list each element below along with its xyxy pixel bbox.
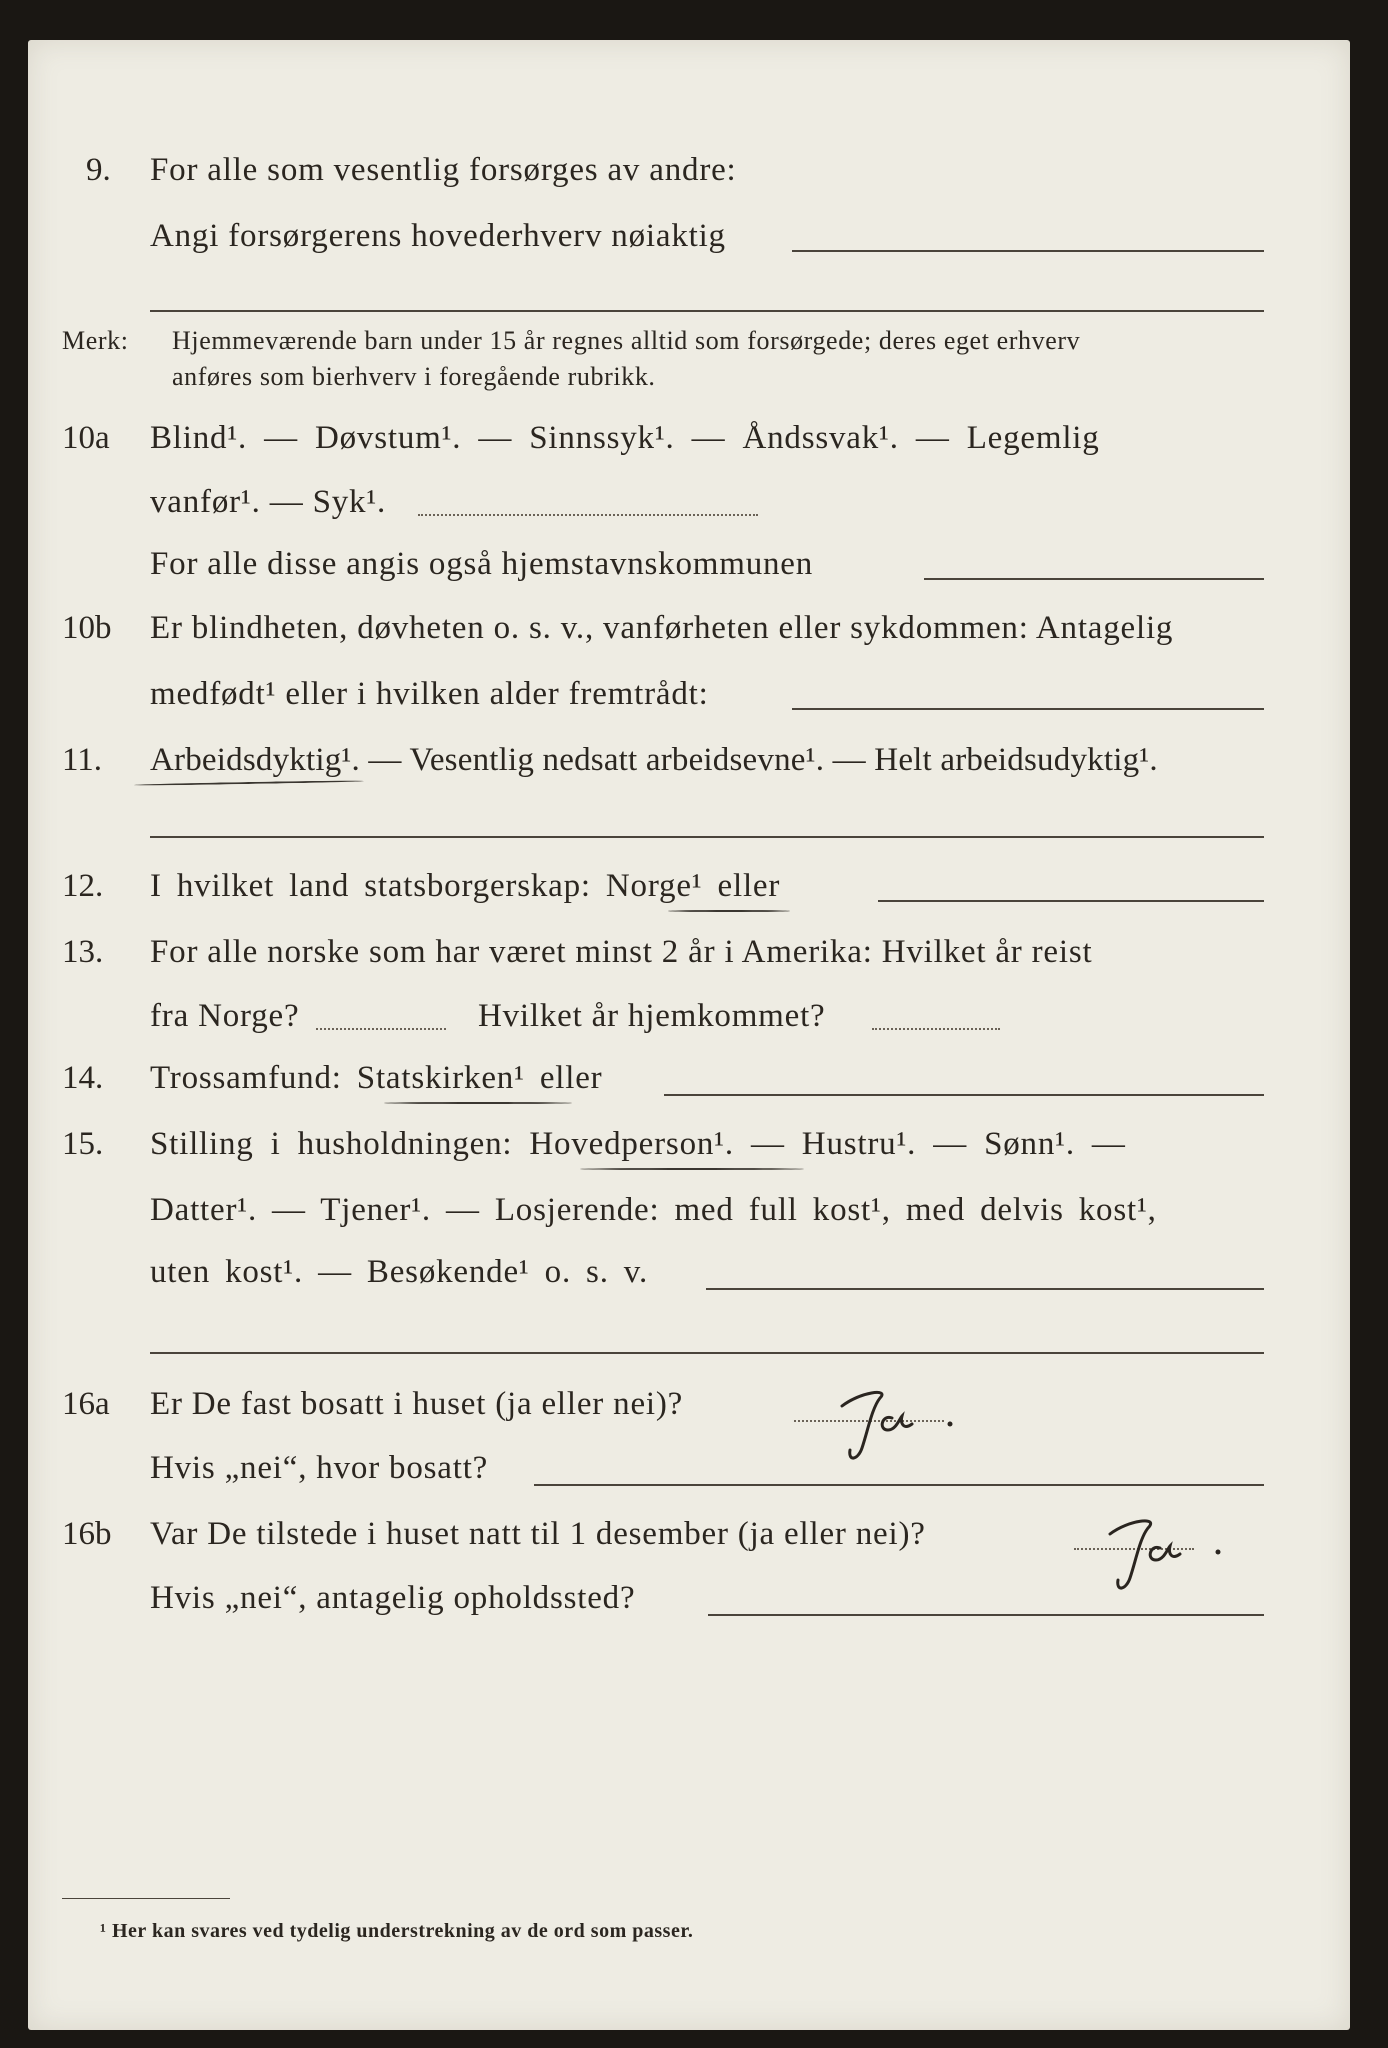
q15-line1: Stilling i husholdningen: Hovedperson¹. — Hustru¹. — Sønn¹. — [150, 1126, 1126, 1162]
q10a-line2: vanfør¹. — Syk¹. [150, 484, 387, 520]
q9-line1: For alle som vesentlig forsørges av andre: [150, 152, 737, 188]
q14-answer-line[interactable] [664, 1094, 1264, 1096]
q10a-syk-line[interactable] [418, 514, 758, 516]
q10b-line1: Er blindheten, døvheten o. s. v., vanførheten eller sykdommen: Antagelig [150, 610, 1174, 646]
q15-answer-line[interactable] [706, 1288, 1264, 1290]
q11-number: 11. [62, 742, 103, 778]
q13-line2a: fra Norge? [150, 998, 300, 1034]
q15-line3: uten kost¹. — Besøkende¹ o. s. v. [150, 1254, 649, 1290]
q12-number: 12. [62, 868, 104, 904]
q16b-line1: Var De tilstede i huset natt til 1 desember (ja eller nei)? [150, 1516, 926, 1552]
q16b-opholdssted-line[interactable] [708, 1614, 1264, 1616]
q12-line1: I hvilket land statsborgerskap: Norge¹ eller [150, 868, 781, 904]
q15-line2: Datter¹. — Tjener¹. — Losjerende: med full kost¹, med delvis kost¹, [150, 1192, 1157, 1228]
q10b-line2: medfødt¹ eller i hvilken alder fremtrådt: [150, 676, 709, 712]
q16a-handwritten-answer [820, 1378, 970, 1468]
q14-number: 14. [62, 1060, 104, 1096]
q10a-number: 10a [62, 420, 110, 456]
q13-line1: For alle norske som har været minst 2 år i Amerika: Hvilket år reist [150, 934, 1093, 970]
q10b-answer-line[interactable] [792, 708, 1264, 710]
q10a-line3: For alle disse angis også hjemstavnskommunen [150, 546, 814, 582]
q13-number: 13. [62, 934, 104, 970]
footnote-text: ¹ Her kan svares ved tydelig understrekning av de ord som passer. [100, 1920, 694, 1942]
q15-answer-line-2[interactable] [150, 1352, 1264, 1354]
q14-underline-mark [384, 1102, 572, 1104]
q11-answer-line[interactable] [150, 836, 1264, 838]
q9-answer-line-2[interactable] [150, 310, 1264, 312]
q9-line2: Angi forsørgerens hovederhverv nøiaktig [150, 218, 726, 254]
q16a-line2: Hvis „nei“, hvor bosatt? [150, 1450, 489, 1486]
merk-line2: anføres som bierhverv i foregående rubrikk. [172, 362, 656, 391]
merk-line1: Hjemmeværende barn under 15 år regnes alltid som forsørgede; deres eget erhverv [172, 326, 1081, 355]
q9-number: 9. [86, 152, 111, 188]
q15-underline-mark [580, 1168, 804, 1170]
q13-reist-line[interactable] [316, 1028, 446, 1030]
q10b-number: 10b [62, 610, 112, 646]
footnote-rule [62, 1898, 230, 1899]
q10a-answer-line[interactable] [924, 578, 1264, 580]
q16a-bosatt-line[interactable] [534, 1484, 1264, 1486]
q10a-line1: Blind¹. — Døvstum¹. — Sinnssyk¹. — Åndssvak¹. — Legemlig [150, 420, 1100, 456]
q9-answer-line[interactable] [792, 250, 1264, 252]
merk-label: Merk: [62, 326, 129, 355]
q16b-handwritten-answer [1086, 1508, 1236, 1598]
q14-line1: Trossamfund: Statskirken¹ eller [150, 1060, 603, 1096]
q13-line2b: Hvilket år hjemkommet? [478, 998, 826, 1034]
q16b-line2: Hvis „nei“, antagelig opholdssted? [150, 1580, 636, 1616]
q16a-line1: Er De fast bosatt i huset (ja eller nei)? [150, 1386, 684, 1422]
q16b-number: 16b [62, 1516, 112, 1552]
q12-answer-line[interactable] [878, 900, 1264, 902]
q15-number: 15. [62, 1126, 104, 1162]
q12-underline-mark [668, 910, 790, 912]
q16a-number: 16a [62, 1386, 110, 1422]
q13-hjemkommet-line[interactable] [872, 1028, 1000, 1030]
q11-line1: Arbeidsdyktig¹. — Vesentlig nedsatt arbeidsevne¹. — Helt arbeidsudyktig¹. [150, 742, 1158, 778]
